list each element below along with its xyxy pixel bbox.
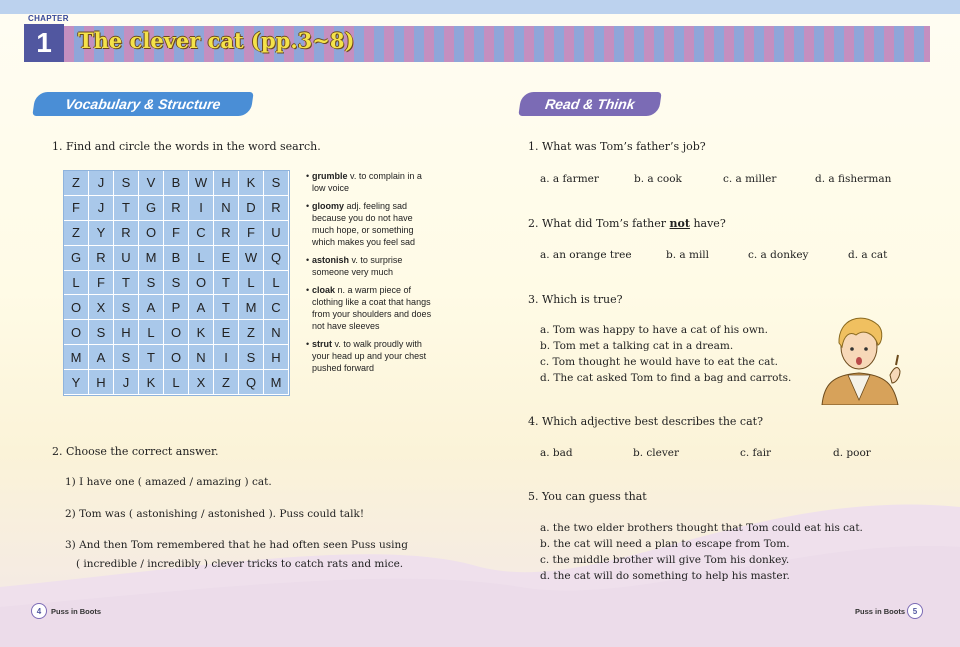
- grid-cell[interactable]: C: [189, 221, 214, 246]
- grid-cell[interactable]: O: [64, 295, 89, 320]
- grid-cell[interactable]: R: [164, 196, 189, 221]
- question-4-right: 4. Which adjective best describes the cat?: [528, 415, 763, 428]
- question-1-right: 1. What was Tom’s father’s job?: [528, 140, 706, 153]
- vocabulary-banner-label: Vocabulary & Structure: [64, 96, 222, 112]
- footer-title-right: Puss in Boots: [855, 607, 906, 616]
- grid-cell[interactable]: K: [139, 370, 164, 395]
- grid-cell[interactable]: V: [139, 171, 164, 196]
- grid-cell[interactable]: S: [164, 271, 189, 296]
- grid-cell[interactable]: L: [264, 271, 289, 296]
- grid-cell[interactable]: T: [114, 271, 139, 296]
- grid-cell[interactable]: K: [189, 320, 214, 345]
- q2-option-d[interactable]: d. a cat: [848, 249, 888, 261]
- grid-cell[interactable]: A: [139, 295, 164, 320]
- grid-cell[interactable]: W: [239, 246, 264, 271]
- grid-cell[interactable]: F: [164, 221, 189, 246]
- q4-option-d[interactable]: d. poor: [833, 447, 871, 459]
- grid-cell[interactable]: R: [214, 221, 239, 246]
- question-5-right: 5. You can guess that: [528, 490, 647, 503]
- grid-cell[interactable]: B: [164, 171, 189, 196]
- grid-cell[interactable]: I: [189, 196, 214, 221]
- grid-cell[interactable]: J: [89, 171, 114, 196]
- q4-option-a[interactable]: a. bad: [540, 447, 573, 459]
- q3-option-c[interactable]: c. Tom thought he would have to eat the cat.: [540, 356, 778, 368]
- grid-cell[interactable]: G: [64, 246, 89, 271]
- q3-option-a[interactable]: a. Tom was happy to have a cat of his own.: [540, 324, 768, 336]
- grid-cell[interactable]: A: [189, 295, 214, 320]
- grid-cell[interactable]: H: [89, 370, 114, 395]
- glossary-entry: • cloak n. a warm piece of clothing like a coat that hangs from your shoulders and does not have sleeves: [306, 284, 434, 332]
- grid-cell[interactable]: S: [114, 295, 139, 320]
- q3-option-d[interactable]: d. The cat asked Tom to find a bag and carrots.: [540, 372, 792, 384]
- q5-option-c[interactable]: c. the middle brother will give Tom his donkey.: [540, 554, 790, 566]
- glossary: [306, 170, 434, 380]
- grid-cell[interactable]: R: [89, 246, 114, 271]
- boy-illustration: [812, 305, 906, 405]
- grid-cell[interactable]: H: [214, 171, 239, 196]
- grid-cell[interactable]: X: [189, 370, 214, 395]
- grid-cell[interactable]: D: [239, 196, 264, 221]
- q4-option-b[interactable]: b. clever: [633, 447, 680, 459]
- grid-cell[interactable]: L: [164, 370, 189, 395]
- grid-cell[interactable]: C: [264, 295, 289, 320]
- grid-cell[interactable]: A: [89, 345, 114, 370]
- grid-cell[interactable]: R: [264, 196, 289, 221]
- grid-cell[interactable]: G: [139, 196, 164, 221]
- grid-cell[interactable]: J: [114, 370, 139, 395]
- choice-item-2[interactable]: 2) Tom was ( astonishing / astonished ). Puss could talk!: [65, 508, 365, 520]
- q5-option-d[interactable]: d. the cat will do something to help his master.: [540, 570, 790, 582]
- q2-option-c[interactable]: c. a donkey: [748, 249, 809, 261]
- choice-item-3: 3) And then Tom remembered that he had often seen Puss using: [65, 539, 408, 551]
- footer-title-left: Puss in Boots: [51, 607, 102, 616]
- grid-cell[interactable]: M: [239, 295, 264, 320]
- grid-cell[interactable]: S: [139, 271, 164, 296]
- choice-item-3-options[interactable]: ( incredible / incredibly ) clever tricks to catch rats and mice.: [76, 558, 404, 570]
- q1-option-d[interactable]: d. a fisherman: [815, 173, 892, 185]
- grid-cell[interactable]: O: [164, 320, 189, 345]
- q1-option-a[interactable]: a. a farmer: [540, 173, 599, 185]
- grid-cell[interactable]: O: [139, 221, 164, 246]
- chapter-number: 1: [24, 24, 64, 62]
- q1-option-c[interactable]: c. a miller: [723, 173, 777, 185]
- grid-cell[interactable]: L: [64, 271, 89, 296]
- grid-cell[interactable]: Z: [64, 221, 89, 246]
- grid-cell[interactable]: X: [89, 295, 114, 320]
- grid-cell[interactable]: U: [114, 246, 139, 271]
- grid-cell[interactable]: Z: [239, 320, 264, 345]
- question-3-right: 3. Which is true?: [528, 293, 623, 306]
- vocabulary-banner: [32, 92, 253, 116]
- q4-option-c[interactable]: c. fair: [740, 447, 772, 459]
- grid-cell[interactable]: K: [239, 171, 264, 196]
- grid-cell[interactable]: U: [264, 221, 289, 246]
- grid-cell[interactable]: S: [264, 171, 289, 196]
- page-number-right: 5: [907, 603, 923, 619]
- grid-cell[interactable]: N: [264, 320, 289, 345]
- grid-cell[interactable]: M: [64, 345, 89, 370]
- read-think-banner-label: Read & Think: [544, 96, 636, 112]
- q5-option-b[interactable]: b. the cat will need a plan to escape from Tom.: [540, 538, 790, 550]
- grid-cell[interactable]: S: [114, 171, 139, 196]
- grid-cell[interactable]: N: [214, 196, 239, 221]
- grid-cell[interactable]: L: [189, 246, 214, 271]
- read-think-banner: [518, 92, 661, 116]
- grid-cell[interactable]: E: [214, 246, 239, 271]
- grid-cell[interactable]: T: [114, 196, 139, 221]
- chapter-label: CHAPTER: [28, 14, 69, 23]
- grid-cell[interactable]: O: [164, 345, 189, 370]
- q2-option-a[interactable]: a. an orange tree: [540, 249, 632, 261]
- glossary-entry: • strut v. to walk proudly with your head up and your chest pushed forward: [306, 338, 434, 374]
- grid-cell[interactable]: H: [264, 345, 289, 370]
- q5-option-a[interactable]: a. the two elder brothers thought that Tom could eat his cat.: [540, 522, 863, 534]
- grid-cell[interactable]: N: [189, 345, 214, 370]
- grid-cell[interactable]: F: [89, 271, 114, 296]
- grid-cell[interactable]: M: [139, 246, 164, 271]
- q1-option-b[interactable]: b. a cook: [634, 173, 682, 185]
- grid-cell[interactable]: Y: [64, 370, 89, 395]
- grid-cell[interactable]: L: [239, 271, 264, 296]
- page-number-left: 4: [31, 603, 47, 619]
- q2-option-b[interactable]: b. a mill: [666, 249, 710, 261]
- grid-cell[interactable]: H: [114, 320, 139, 345]
- question-2-right: 2. What did Tom’s father not have?: [528, 217, 726, 230]
- grid-cell[interactable]: Q: [239, 370, 264, 395]
- chapter-title: The clever cat (pp.3~8): [78, 28, 355, 53]
- grid-cell[interactable]: S: [89, 320, 114, 345]
- grid-cell[interactable]: T: [139, 345, 164, 370]
- grid-cell[interactable]: E: [214, 320, 239, 345]
- grid-cell[interactable]: O: [64, 320, 89, 345]
- glossary-entry: • astonish v. to surprise someone very much: [306, 254, 434, 278]
- grid-cell[interactable]: S: [114, 345, 139, 370]
- grid-cell[interactable]: Y: [89, 221, 114, 246]
- top-strip: [0, 0, 960, 14]
- question-2-left: 2. Choose the correct answer.: [52, 445, 219, 458]
- word-search-grid[interactable]: [63, 170, 290, 396]
- grid-cell[interactable]: Z: [64, 171, 89, 196]
- grid-cell[interactable]: Q: [264, 246, 289, 271]
- grid-cell[interactable]: P: [164, 295, 189, 320]
- grid-cell[interactable]: Z: [214, 370, 239, 395]
- grid-cell[interactable]: F: [64, 196, 89, 221]
- grid-cell[interactable]: L: [139, 320, 164, 345]
- glossary-entry: • gloomy adj. feeling sad because you do not have much hope, or something which makes you feel sad: [306, 200, 434, 248]
- grid-cell[interactable]: B: [164, 246, 189, 271]
- grid-cell[interactable]: T: [214, 295, 239, 320]
- grid-cell[interactable]: J: [89, 196, 114, 221]
- choice-item-1[interactable]: 1) I have one ( amazed / amazing ) cat.: [65, 476, 272, 488]
- grid-cell[interactable]: O: [189, 271, 214, 296]
- grid-cell[interactable]: I: [214, 345, 239, 370]
- question-1-left: 1. Find and circle the words in the word search.: [52, 140, 321, 153]
- grid-cell[interactable]: R: [114, 221, 139, 246]
- grid-cell[interactable]: F: [239, 221, 264, 246]
- glossary-entry: • grumble v. to complain in a low voice: [306, 170, 434, 194]
- grid-cell[interactable]: M: [264, 370, 289, 395]
- q3-option-b[interactable]: b. Tom met a talking cat in a dream.: [540, 340, 734, 352]
- grid-cell[interactable]: W: [189, 171, 214, 196]
- grid-cell[interactable]: T: [214, 271, 239, 296]
- grid-cell[interactable]: S: [239, 345, 264, 370]
